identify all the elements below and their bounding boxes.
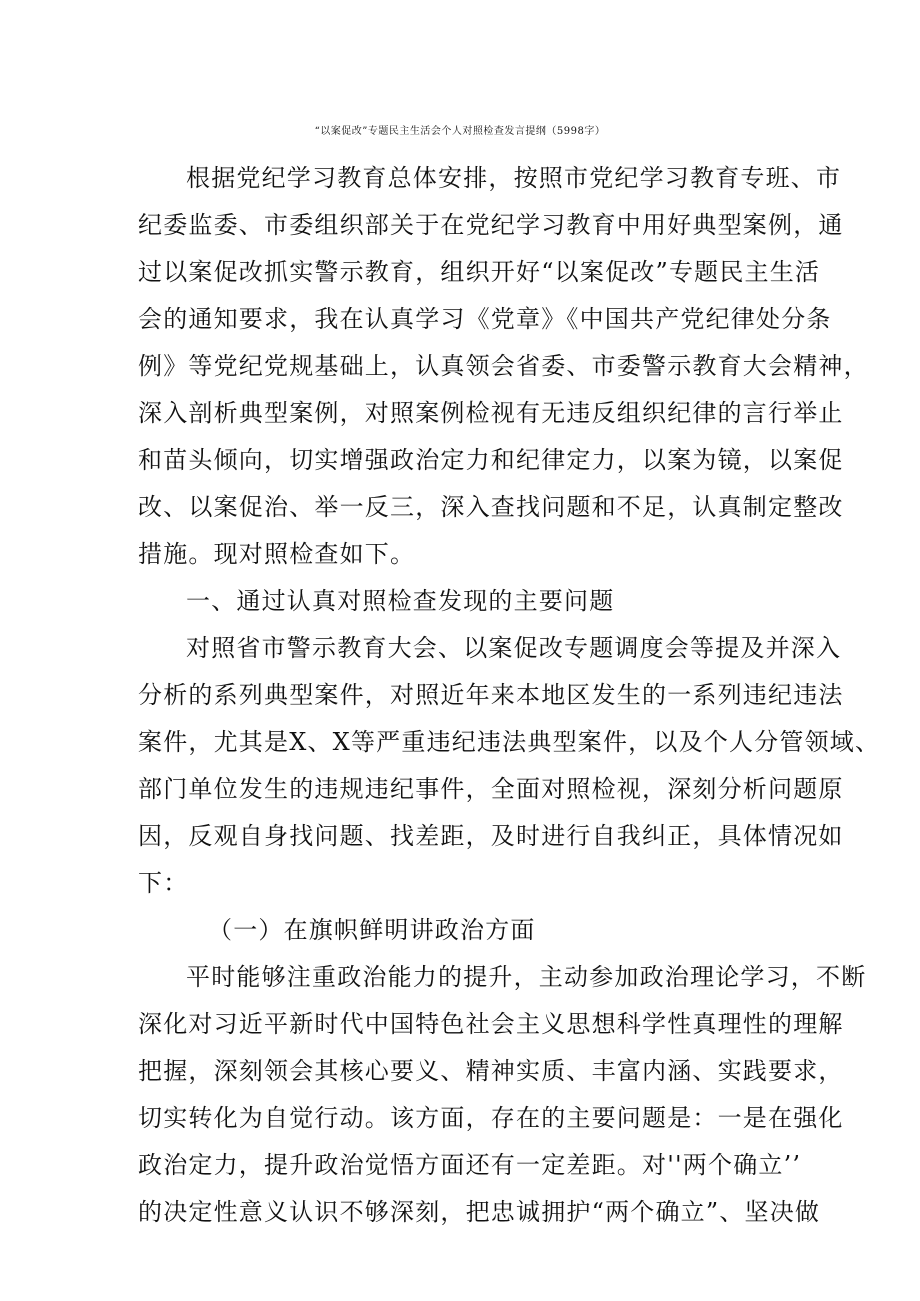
paragraph2-line: 下： <box>138 869 189 897</box>
paragraph2-line: 对照省市警示教育大会、以案促改专题调度会等提及并深入 <box>186 634 842 662</box>
subsection-heading: （一）在旗帜鲜明讲政治方面 <box>208 916 536 944</box>
paragraph1-line: 过以案促改抓实警示教育，组织开好“以案促改”专题民主生活 <box>138 258 821 286</box>
section-heading: 一、通过认真对照检查发现的主要问题 <box>186 587 615 615</box>
paragraph3-line: 深化对习近平新时代中国特色社会主义思想科学性真理性的理解 <box>138 1010 844 1038</box>
paragraph1-line: 和苗头倾向，切实增强政治定力和纪律定力，以案为镜，以案促 <box>138 446 844 474</box>
paragraph3-line: 把握，深刻领会其核心要义、精神实质、丰富内涵、实践要求， <box>138 1057 844 1085</box>
paragraph3-line: 平时能够注重政治能力的提升，主动参加政治理论学习，不断 <box>186 963 867 991</box>
paragraph1-line: 纪委监委、市委组织部关于在党纪学习教育中用好典型案例，通 <box>138 211 844 239</box>
paragraph1-line: 根据党纪学习教育总体安排，按照市党纪学习教育专班、市 <box>186 164 842 192</box>
paragraph2-line: 案件，尤其是X、X等严重违纪违法典型案件，以及个人分管领域、 <box>138 728 881 756</box>
paragraph1-line: 措施。现对照检查如下。 <box>138 540 416 568</box>
document-title: “以案促改”专题民主生活会个人对照检查发言提纲（5998字） <box>314 126 606 137</box>
paragraph3-line: 的决定性意义认识不够深刻，把忠诚拥护“两个确立”、坚决做 <box>138 1198 821 1226</box>
paragraph1-line: 会的通知要求，我在认真学习《党章》《中国共产党纪律处分条 <box>138 305 832 333</box>
paragraph2-line: 分析的系列典型案件，对照近年来本地区发生的一系列违纪违法 <box>138 681 844 709</box>
paragraph1-line: 深入剖析典型案例，对照案例检视有无违反组织纪律的言行举止 <box>138 399 844 427</box>
paragraph3-line: 切实转化为自觉行动。该方面，存在的主要问题是：一是在强化 <box>138 1104 844 1132</box>
paragraph2-line: 部门单位发生的违规违纪事件，全面对照检视，深刻分析问题原 <box>138 775 844 803</box>
paragraph1-line: 例》等党纪党规基础上，认真领会省委、市委警示教育大会精神， <box>138 352 869 380</box>
paragraph2-line: 因，反观自身找问题、找差距，及时进行自我纠正，具体情况如 <box>138 822 844 850</box>
paragraph3-line: 政治定力，提升政治觉悟方面还有一定差距。对''两个确立’’ <box>138 1151 802 1179</box>
paragraph1-line: 改、以案促治、举一反三，深入查找问题和不足，认真制定整改 <box>138 493 844 521</box>
